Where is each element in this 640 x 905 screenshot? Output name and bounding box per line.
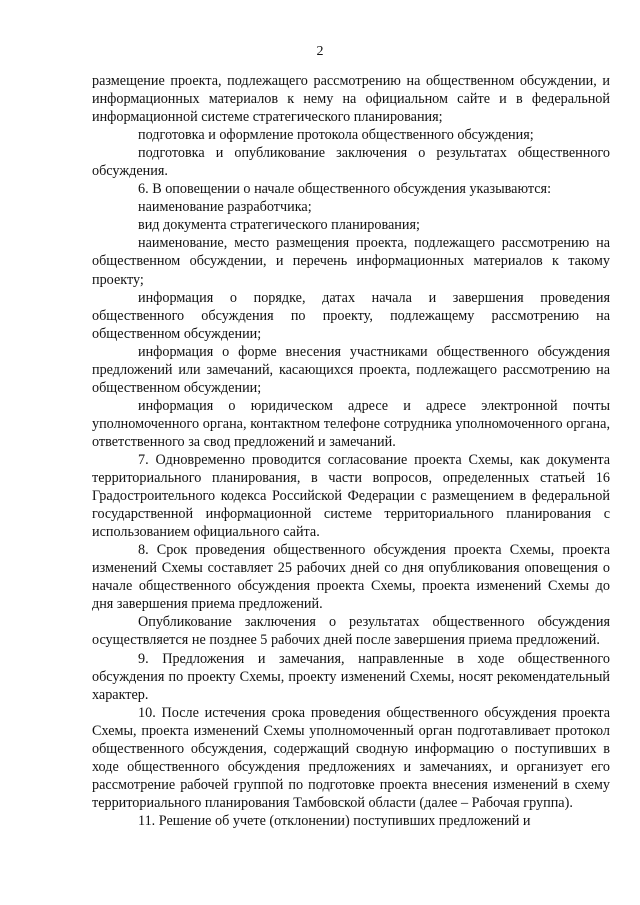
paragraph: размещение проекта, подлежащего рассмотрению на общественном обсуждении, и информационных материалов к нему на официальном сайте и в федеральной информационной системе стратегического планирования; [92,73,610,126]
paragraph: подготовка и опубликование заключения о результатах общественного обсуждения. [92,145,610,180]
paragraph: 10. После истечения срока проведения общественного обсуждения проекта Схемы, проекта изменений Схемы уполномоченный орган подготавливает протокол общественного обсуждения, содержащий сводную информацию о поступивших в ходе общественного обсуждения предложениях и замечаниях, и организует его рассмотрение рабочей группой по подготовке проекта внесения изменений в схему территориального планирования Тамбовской области (далее – Рабочая группа). [92,704,610,811]
paragraph: 8. Срок проведения общественного обсуждения проекта Схемы, проекта изменений Схемы составляет 25 рабочих дней со дня опубликования оповещения о начале общественного обсуждения проекта Схемы, проекта изменений Схемы до дня завершения приема предложений. [92,542,610,613]
paragraph: 7. Одновременно проводится согласование проекта Схемы, как документа территориального планирования, в части вопросов, определенных статьей 16 Градостроительного кодекса Российской Федерации с размещением в федеральной государственной информационной системе территориального планирования с использованием официального сайта. [92,451,610,541]
paragraph: 11. Решение об учете (отклонении) поступивших предложений и [138,812,531,829]
paragraph: вид документа стратегического планирования; [138,217,420,234]
paragraph: информация о порядке, датах начала и завершения проведения общественного обсуждения по проекту, подлежащему рассмотрению на общественном обсуждении; [92,289,610,342]
paragraph: наименование, место размещения проекта, подлежащего рассмотрению на общественном обсуждении, и перечень информационных материалов к такому проекту; [92,235,610,288]
document-body [92,72,610,830]
paragraph: подготовка и оформление протокола общественного обсуждения; [138,127,534,144]
paragraph: 6. В оповещении о начале общественного обсуждения указываются: [138,181,552,198]
paragraph: информация о юридическом адресе и адресе электронной почты уполномоченного органа, контактном телефоне сотрудника уполномоченного органа, ответственного за свод предложений и замечаний. [92,397,610,450]
paragraph: Опубликование заключения о результатах общественного обсуждения осуществляется не позднее 5 рабочих дней после завершения приема предложений. [92,614,610,649]
page-number: 2 [316,44,324,59]
paragraph: 9. Предложения и замечания, направленные в ходе общественного обсуждения по проекту Схемы, проекту изменений Схемы, носят рекомендательный характер. [92,650,610,703]
paragraph: информация о форме внесения участниками общественного обсуждения предложений или замечаний, касающихся проекта, подлежащего рассмотрению на общественном обсуждении; [92,343,610,396]
paragraph: наименование разработчика; [138,199,312,216]
